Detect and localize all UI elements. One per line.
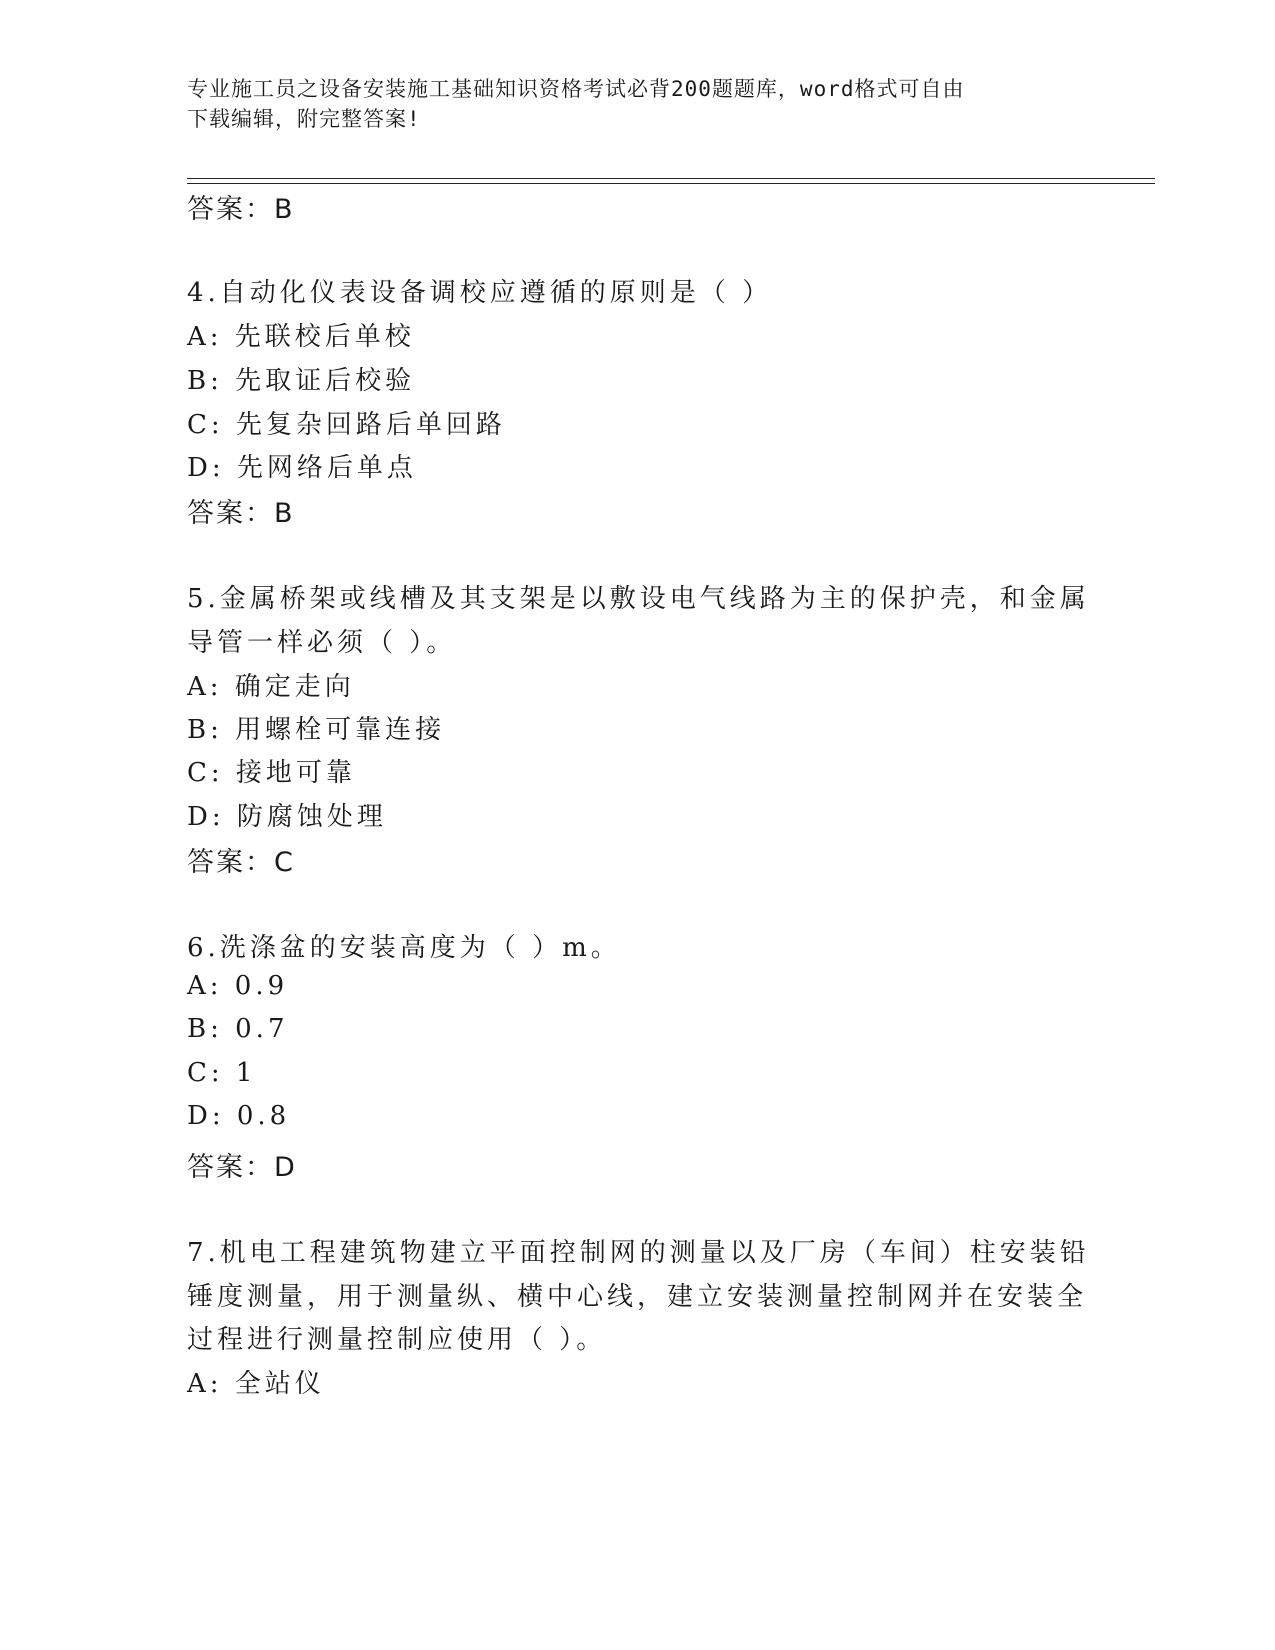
header-rule-top	[187, 178, 1155, 179]
question-6-answer: 答案：D	[187, 1152, 297, 1183]
question-4-option-c: C: 先复杂回路后单回路	[187, 410, 506, 440]
question-7-stem-line-3: 过程进行测量控制应使用（ ）。	[187, 1325, 607, 1355]
answer-line: 答案：B	[187, 194, 295, 225]
question-6-option-a: A: 0.9	[187, 971, 289, 1001]
header-rule-bottom	[187, 183, 1155, 184]
question-5-stem-line-1: 5.金属桥架或线槽及其支架是以敷设电气线路为主的保护壳，和金属	[187, 584, 1090, 614]
question-4-stem: 4.自动化仪表设备调校应遵循的原则是（ ）	[187, 278, 773, 308]
question-4-answer: 答案：B	[187, 498, 295, 529]
question-6-option-c: C: 1	[187, 1058, 257, 1088]
question-4-option-a: A: 先联校后单校	[187, 322, 415, 352]
question-5-option-a: A: 确定走向	[187, 672, 355, 702]
question-5-option-b: B: 用螺栓可靠连接	[187, 715, 446, 745]
question-6-option-d: D: 0.8	[187, 1101, 291, 1131]
document-header	[187, 74, 1087, 134]
question-4-option-b: B: 先取证后校验	[187, 366, 416, 396]
question-5-option-d: D: 防腐蚀处理	[187, 802, 387, 832]
question-6-option-b: B: 0.7	[187, 1014, 289, 1044]
question-7-stem-line-2: 锤度测量，用于测量纵、横中心线，建立安装测量控制网并在安装全	[187, 1282, 1088, 1312]
header-line-1: 专业施工员之设备安装施工基础知识资格考试必背200题题库，word格式可自由	[187, 77, 965, 101]
question-7-stem-line-1: 7.机电工程建筑物建立平面控制网的测量以及厂房（车间）柱安装铅	[187, 1238, 1090, 1268]
question-7-option-a: A: 全站仪	[187, 1369, 325, 1399]
question-5-option-c: C: 接地可靠	[187, 758, 356, 788]
question-5-stem-line-2: 导管一样必须（ ）。	[187, 628, 457, 658]
header-line-2: 下载编辑，附完整答案!	[187, 107, 421, 131]
question-4-option-d: D: 先网络后单点	[187, 453, 417, 483]
question-5-answer: 答案：C	[187, 847, 295, 878]
question-6-stem: 6.洗涤盆的安装高度为（ ）m。	[187, 933, 621, 963]
